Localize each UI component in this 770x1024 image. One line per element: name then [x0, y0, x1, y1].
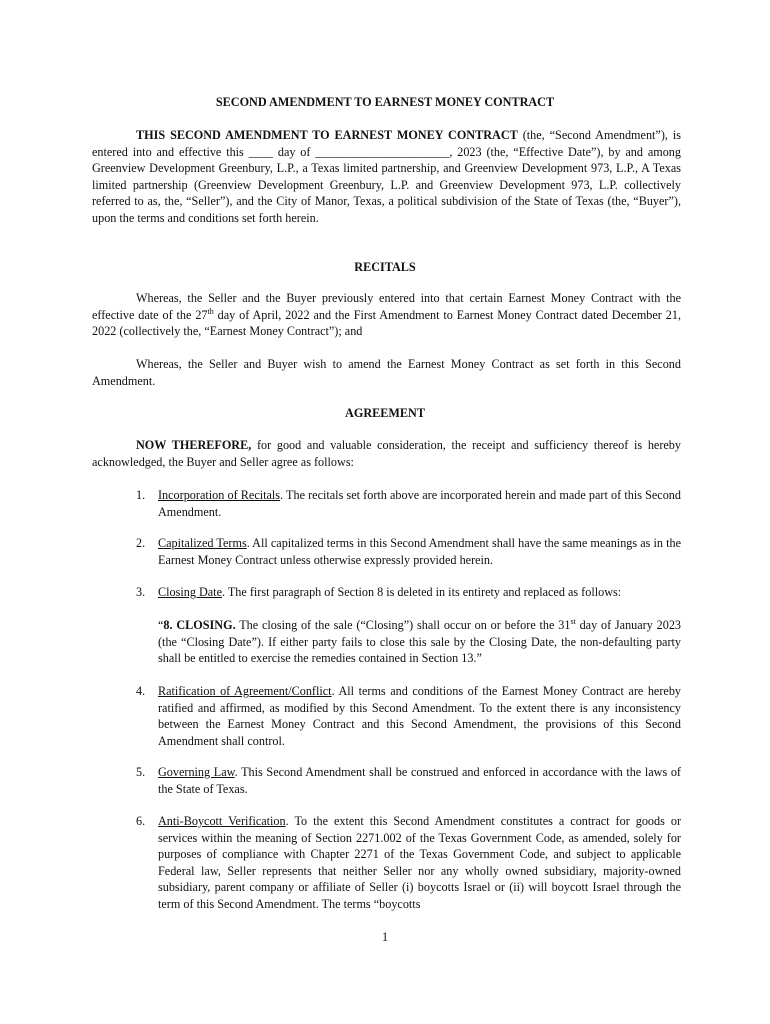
list-item-text: . This Second Amendment shall be construed and enforced in accordance with the laws of the State of Texas. — [158, 765, 681, 796]
list-item-title: Capitalized Terms — [158, 536, 247, 550]
recital-paragraph-2: Whereas, the Seller and Buyer wish to amend the Earnest Money Contract as set forth in this Second Amendment. — [92, 357, 681, 388]
intro-lead: THIS SECOND AMENDMENT TO EARNEST MONEY CONTRACT — [136, 128, 518, 142]
recital-paragraph-1 — [92, 290, 681, 340]
list-item-3 — [136, 584, 681, 601]
quote-lead: 8. CLOSING. — [163, 618, 236, 632]
page-number: 1 — [381, 930, 389, 944]
list-item-number: 3. — [136, 585, 146, 599]
list-item-number: 6. — [136, 814, 146, 828]
intro-text: (the, “Second Amendment”), is entered into and effective this ____ day of ______________________, 2023 (the, “Effective Date”), by and among Greenview Development Greenbury, L.P., a Texas limited partnership, and Greenview Development 973, L.P., A Texas limited partnership (Greenview Development Greenbury, L.P. and Greenview Development 973, L.P. collectively referred to as, the, “Seller”), and the City of Manor, Texas, a political subdivision of the State of Texas (the, “Buyer”), upon the terms and conditions set forth herein. — [92, 128, 682, 225]
list-item-number: 2. — [136, 536, 146, 550]
list-item-1 — [136, 487, 681, 520]
agreement-text: for good and valuable consideration, the receipt and sufficiency thereof is hereby acknowledged, the Buyer and Seller agree as follows: — [92, 438, 681, 469]
list-item-6 — [136, 813, 681, 913]
list-item-2 — [136, 535, 681, 568]
intro-paragraph — [92, 127, 681, 227]
quote-text-b: day of January 2023 (the “Closing Date”). If either party fails to close this sale by the Closing Date, the non-defaulting party shall be entitled to exercise the remedies contained in Section 13.” — [158, 618, 682, 666]
agreement-paragraph — [92, 437, 681, 470]
list-item-title: Closing Date — [158, 585, 222, 599]
closing-quote — [158, 617, 681, 667]
list-item-4 — [136, 683, 681, 749]
list-item-number: 5. — [136, 765, 146, 779]
quote-text-a: The closing of the sale (“Closing”) shall occur on or before the 31 — [235, 618, 571, 632]
list-item-text: . To the extent this Second Amendment constitutes a contract for goods or services within the meaning of Section 2271.002 of the Texas Government Code, as amended, solely for purposes of compliance with Chapter 2271 of the Texas Government Code, and subject to applicable Federal law, Seller represents that neither Seller nor any wholly owned subsidiary, majority-owned subsidiary, parent company or affiliate of Seller (i) boycotts Israel or (ii) will boycott Israel through the term of this Second Amendment. The terms “boycotts — [158, 814, 682, 911]
recital-1-text-b: day of April, 2022 and the First Amendment to Earnest Money Contract dated December 21, 2022 (collectively the, “Earnest Money Contract”); and — [92, 307, 681, 339]
list-item-number: 4. — [136, 684, 146, 698]
list-item-5 — [136, 764, 681, 797]
recital-1-sup: th — [207, 306, 214, 316]
list-item-number: 1. — [136, 488, 146, 502]
list-item-title: Governing Law — [158, 765, 235, 779]
quote-sup: st — [570, 616, 576, 626]
list-item-text: . All capitalized terms in this Second Amendment shall have the same meanings as in the Earnest Money Contract unless otherwise expressly provided herein. — [158, 536, 682, 567]
list-item-text: . The recitals set forth above are incorporated herein and made part of this Second Amendment. — [158, 488, 681, 519]
recitals-heading: RECITALS — [354, 260, 416, 274]
list-item-text: . All terms and conditions of the Earnest Money Contract are hereby ratified and affirmed, as modified by this Second Amendment. To the extent there is any inconsistency between the Earnest Money Contract and this Second Amendment, the provisions of this Second Amendment shall control. — [158, 684, 682, 748]
document-title: SECOND AMENDMENT TO EARNEST MONEY CONTRACT — [215, 95, 555, 109]
list-item-title: Anti-Boycott Verification — [158, 814, 286, 828]
recital-1-text-a: Whereas, the Seller and the Buyer previously entered into that certain Earnest Money Contract with the effective date of the 27 — [92, 291, 681, 322]
list-item-text: . The first paragraph of Section 8 is deleted in its entirety and replaced as follows: — [221, 585, 622, 599]
list-item-title: Ratification of Agreement/Conflict — [158, 684, 332, 698]
agreement-lead: NOW THEREFORE, — [136, 438, 252, 452]
list-item-title: Incorporation of Recitals — [158, 488, 281, 502]
agreement-heading: AGREEMENT — [345, 406, 425, 420]
quote-open-mark: “ — [158, 618, 164, 632]
